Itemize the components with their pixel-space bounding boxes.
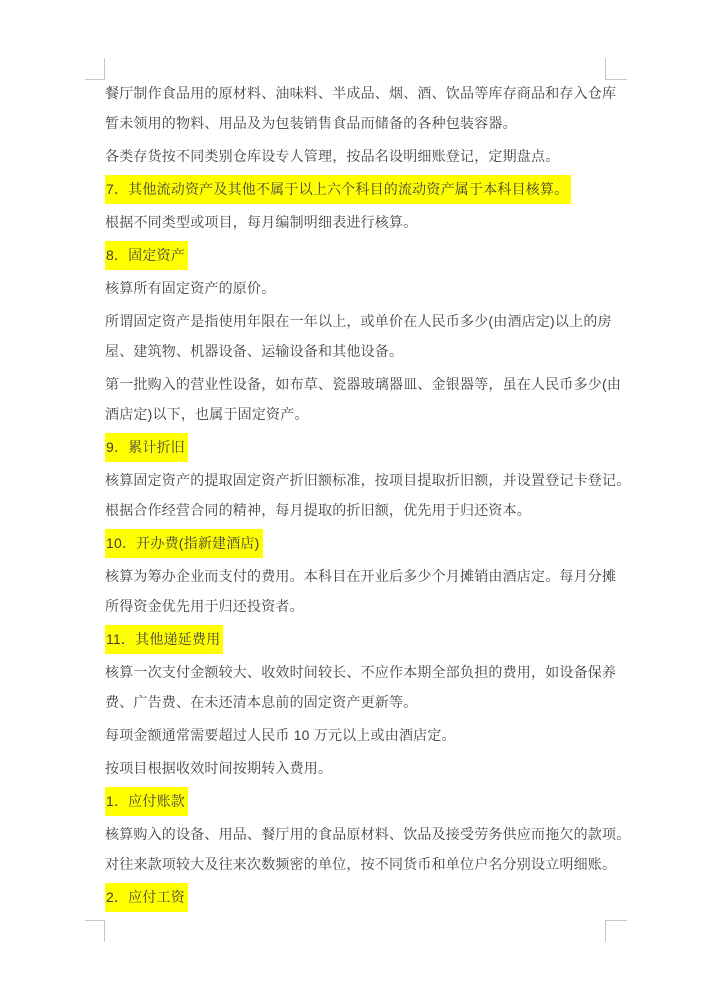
paragraph <box>105 207 617 237</box>
paragraph <box>105 720 617 750</box>
paragraph-line: 核算购入的设备、用品、餐厅用的食品原材料、饮品及接受劳务供应而拖欠的款项。 <box>105 826 631 842</box>
paragraph-line: 按项目根据收效时间按期转入费用。 <box>105 760 333 776</box>
paragraph-line: 暂未领用的物料、用品及为包装销售食品而储备的各种包装容器。 <box>105 115 517 131</box>
paragraph-line: 餐厅制作食品用的原材料、油味料、半成品、烟、酒、饮品等库存商品和存入仓库 <box>105 85 617 101</box>
paragraph <box>105 141 617 171</box>
section-heading <box>105 528 617 558</box>
paragraph-line: 所得资金优先用于归还投资者。 <box>105 598 304 614</box>
margin-mark-top-right-icon <box>605 58 627 80</box>
margin-mark-bottom-left-icon <box>85 920 105 942</box>
section-heading <box>105 882 617 912</box>
paragraph-line: 根据不同类型或项目，每月编制明细表进行核算。 <box>105 214 418 230</box>
highlighted-heading-text: 8．固定资产 <box>105 241 188 270</box>
section-heading <box>105 240 617 270</box>
section-heading <box>105 786 617 816</box>
highlighted-heading-text: 1．应付账款 <box>105 787 188 816</box>
paragraph-line: 核算固定资产的提取固定资产折旧额标准，按项目提取折旧额，并设置登记卡登记。 <box>105 472 631 488</box>
paragraph-line: 酒店定)以下，也属于固定资产。 <box>105 406 309 422</box>
paragraph <box>105 273 617 303</box>
paragraph <box>105 657 617 717</box>
paragraph-line: 对往来款项较大及往来次数频密的单位，按不同货币和单位户名分别设立明细账。 <box>105 856 617 872</box>
highlighted-heading-text: 10．开办费(指新建酒店) <box>105 529 263 558</box>
paragraph <box>105 369 622 429</box>
paragraph-line: 第一批购入的营业性设备，如布草、瓷器玻璃器皿、金银器等，虽在人民币多少(由 <box>105 376 622 392</box>
paragraph <box>105 819 631 879</box>
margin-mark-bottom-right-icon <box>605 920 627 942</box>
section-heading <box>105 432 617 462</box>
highlighted-heading-text: 2．应付工资 <box>105 883 188 912</box>
margin-mark-top-left-icon <box>85 58 105 80</box>
paragraph-line: 各类存货按不同类别仓库设专人管理，按品名设明细账登记，定期盘点。 <box>105 148 560 164</box>
paragraph <box>105 561 617 621</box>
document-body <box>105 78 631 912</box>
highlighted-heading-text: 11．其他递延费用 <box>105 625 223 654</box>
section-heading <box>105 624 617 654</box>
paragraph-line: 核算为筹办企业而支付的费用。本科目在开业后多少个月摊销由酒店定。每月分摊 <box>105 568 617 584</box>
paragraph <box>105 306 617 366</box>
highlighted-heading-text: 9．累计折旧 <box>105 433 188 462</box>
paragraph-line: 核算一次支付金额较大、收效时间较长、不应作本期全部负担的费用，如设备保养 <box>105 664 617 680</box>
paragraph-line: 所谓固定资产是指使用年限在一年以上，或单价在人民币多少(由酒店定)以上的房 <box>105 313 612 329</box>
paragraph <box>105 78 617 138</box>
paragraph-line: 屋、建筑物、机器设备、运输设备和其他设备。 <box>105 343 404 359</box>
paragraph <box>105 465 631 525</box>
paragraph <box>105 753 617 783</box>
paragraph-line: 每项金额通常需要超过人民币 10 万元以上或由酒店定。 <box>105 727 456 743</box>
paragraph-line: 核算所有固定资产的原价。 <box>105 280 276 296</box>
paragraph-line: 费、广告费、在未还清本息前的固定资产更新等。 <box>105 694 418 710</box>
section-heading <box>105 174 617 204</box>
paragraph-line: 根据合作经营合同的精神，每月提取的折旧额，优先用于归还资本。 <box>105 502 531 518</box>
highlighted-heading-text: 7．其他流动资产及其他不属于以上六个科目的流动资产属于本科目核算。 <box>105 175 571 204</box>
